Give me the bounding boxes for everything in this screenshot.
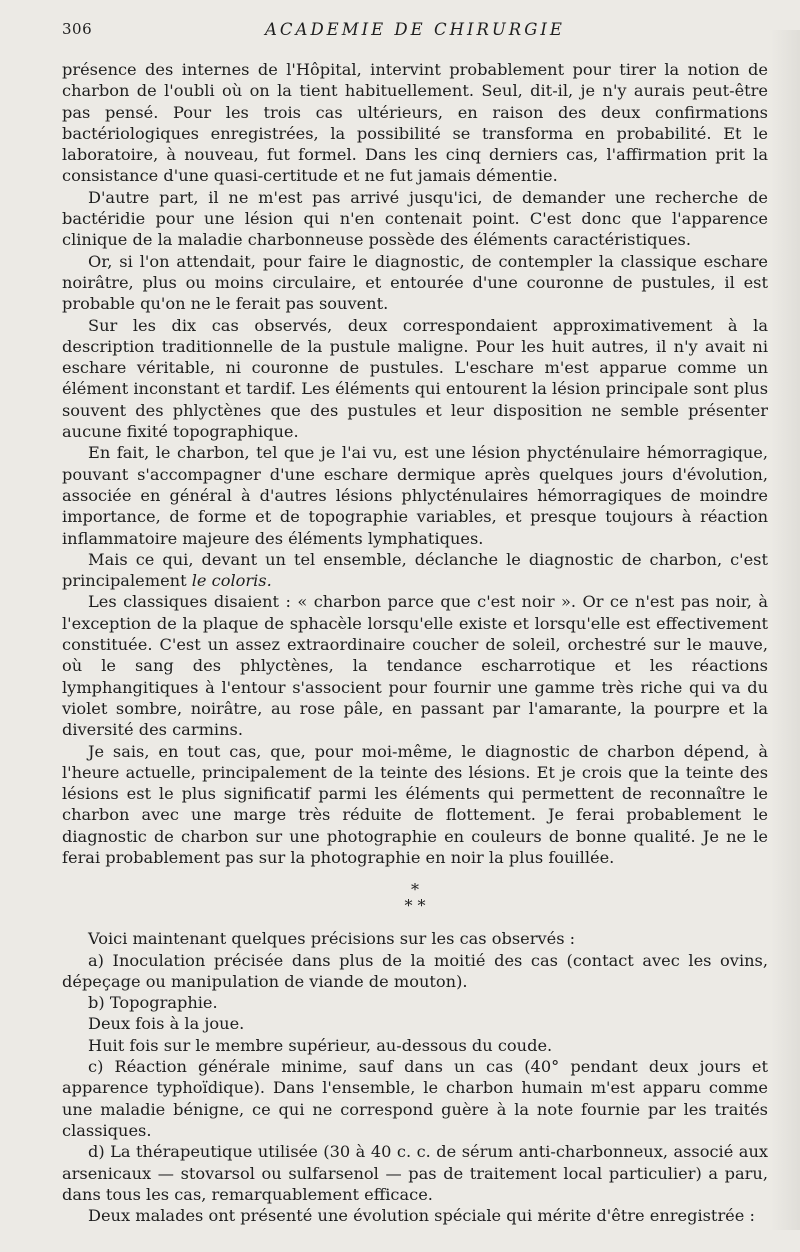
case-notes bbox=[62, 928, 768, 1226]
list-item: c) Réaction générale minime, sauf dans un cas (40° pendant deux jours et apparence typhoïdique). Dans l'ensemble, le charbon humain m'est apparu comme une maladie bénigne, ce qui ne correspond guère à la note fournie par les traités classiques. bbox=[62, 1057, 768, 1140]
body-text bbox=[62, 59, 768, 1226]
paragraph: Sur les dix cas observés, deux correspondaient approximativement à la description traditionnelle de la pustule maligne. Pour les huit autres, il n'y avait ni eschare véritable, ni couronne de pustules. L'eschare m'est apparue comme un élément inconstant et tardif. Les éléments qui entourent la lésion principale sont plus souvent des phlyctènes que des pustules et leur disposition ne semble présenter aucune fixité topographique. bbox=[62, 315, 768, 442]
paragraph: Or, si l'on attendait, pour faire le diagnostic, de contempler la classique eschare noirâtre, plus ou moins circulaire, et entourée d'une couronne de pustules, il est probable qu'on ne le ferait pas souvent. bbox=[62, 251, 768, 314]
paragraph: En fait, le charbon, tel que je l'ai vu, est une lésion phycténulaire hémorragique, pouvant s'accompagner d'une eschare dermique après quelques jours d'évolution, associée en général à d'autres lésions phlycténulaires hémorragiques de moindre importance, de forme et de topographie variables, et presque toujours à réaction inflammatoire majeure des éléments lymphatiques. bbox=[62, 443, 768, 548]
paragraph: Voici maintenant quelques précisions sur les cas observés : bbox=[88, 929, 576, 949]
list-item: a) Inoculation précisée dans plus de la moitié des cas (contact avec les ovins, dépeçage ou manipulation de viande de mouton). bbox=[62, 950, 768, 991]
separator-star: * bbox=[411, 880, 419, 900]
paragraph-text: Mais ce qui, devant un tel ensemble, déclanche le diagnostic de charbon, c'est principalement bbox=[62, 549, 768, 591]
paragraph: D'autre part, il ne m'est pas arrivé jusqu'ici, de demander une recherche de bactéridie pour une lésion qui n'en contenait point. C'est donc que l'apparence clinique de la maladie charbonneuse possède des éléments caractéristiques. bbox=[62, 187, 768, 250]
paragraph-with-emphasis bbox=[62, 549, 768, 592]
page-header bbox=[62, 20, 768, 44]
paragraph: Deux malades ont présenté une évolution spéciale qui mérite d'être enregistrée : bbox=[88, 1206, 755, 1226]
page-number: 306 bbox=[62, 20, 93, 38]
separator-stars: * * bbox=[404, 896, 426, 916]
show-through-margin bbox=[770, 30, 800, 1230]
paragraph: présence des internes de l'Hôpital, intervint probablement pour tirer la notion de charbon de l'oubli où on la tient habituellement. Seul, dit-il, je n'y aurais peut-être pas pensé. Pour les trois cas ultérieurs, en raison des deux confirmations bactériologiques enregistrées, la possibilité se transforma en probabilité. Et le laboratoire, à nouveau, fut formel. Dans les cinq derniers cas, l'affirmation prit la consistance d'une quasi-certitude et ne fut jamais démentie. bbox=[62, 60, 768, 186]
list-item: d) La thérapeutique utilisée (30 à 40 c. c. de sérum anti-charbonneux, associé aux arsenicaux — stovarsol ou sulfarsenol — pas de traitement local particulier) a paru, dans tous les cas, remarquablement efficace. bbox=[62, 1142, 768, 1204]
list-item-detail: Huit fois sur le membre supérieur, au-dessous du coude. bbox=[88, 1035, 553, 1055]
paragraph: Je sais, en tout cas, que, pour moi-même, le diagnostic de charbon dépend, à l'heure actuelle, principalement de la teinte des lésions. Et je crois que la teinte des lésions est le plus significatif parmi les éléments qui permettent de reconnaître le charbon avec une marge très réduite de flottement. Je ferai probablement le diagnostic de charbon sur une photographie en couleurs de bonne qualité. Je ne le ferai probablement pas sur la photographie en noir la plus fouillée. bbox=[62, 741, 768, 867]
running-title: ACADEMIE DE CHIRURGIE bbox=[265, 20, 565, 39]
list-item: b) Topographie. bbox=[88, 993, 218, 1013]
paragraph: Les classiques disaient : « charbon parce que c'est noir ». Or ce n'est pas noir, à l'exception de la plaque de sphacèle lorsqu'elle existe et lorsqu'elle est effectivement constituée. C'est un assez extraordinaire coucher de soleil, orchestré sur le mauve, où le sang des phlyctènes, la tendance escharrotique et les réactions lymphangitiques à l'entour s'associent pour fournir une gamme très riche qui va du violet sombre, noirâtre, au rose pâle, en passant par l'amarante, la pourpre et la diversité des carmins. bbox=[62, 592, 768, 740]
section-separator bbox=[62, 882, 768, 914]
italic-phrase: le coloris. bbox=[191, 571, 272, 591]
list-item-detail: Deux fois à la joue. bbox=[88, 1014, 245, 1034]
